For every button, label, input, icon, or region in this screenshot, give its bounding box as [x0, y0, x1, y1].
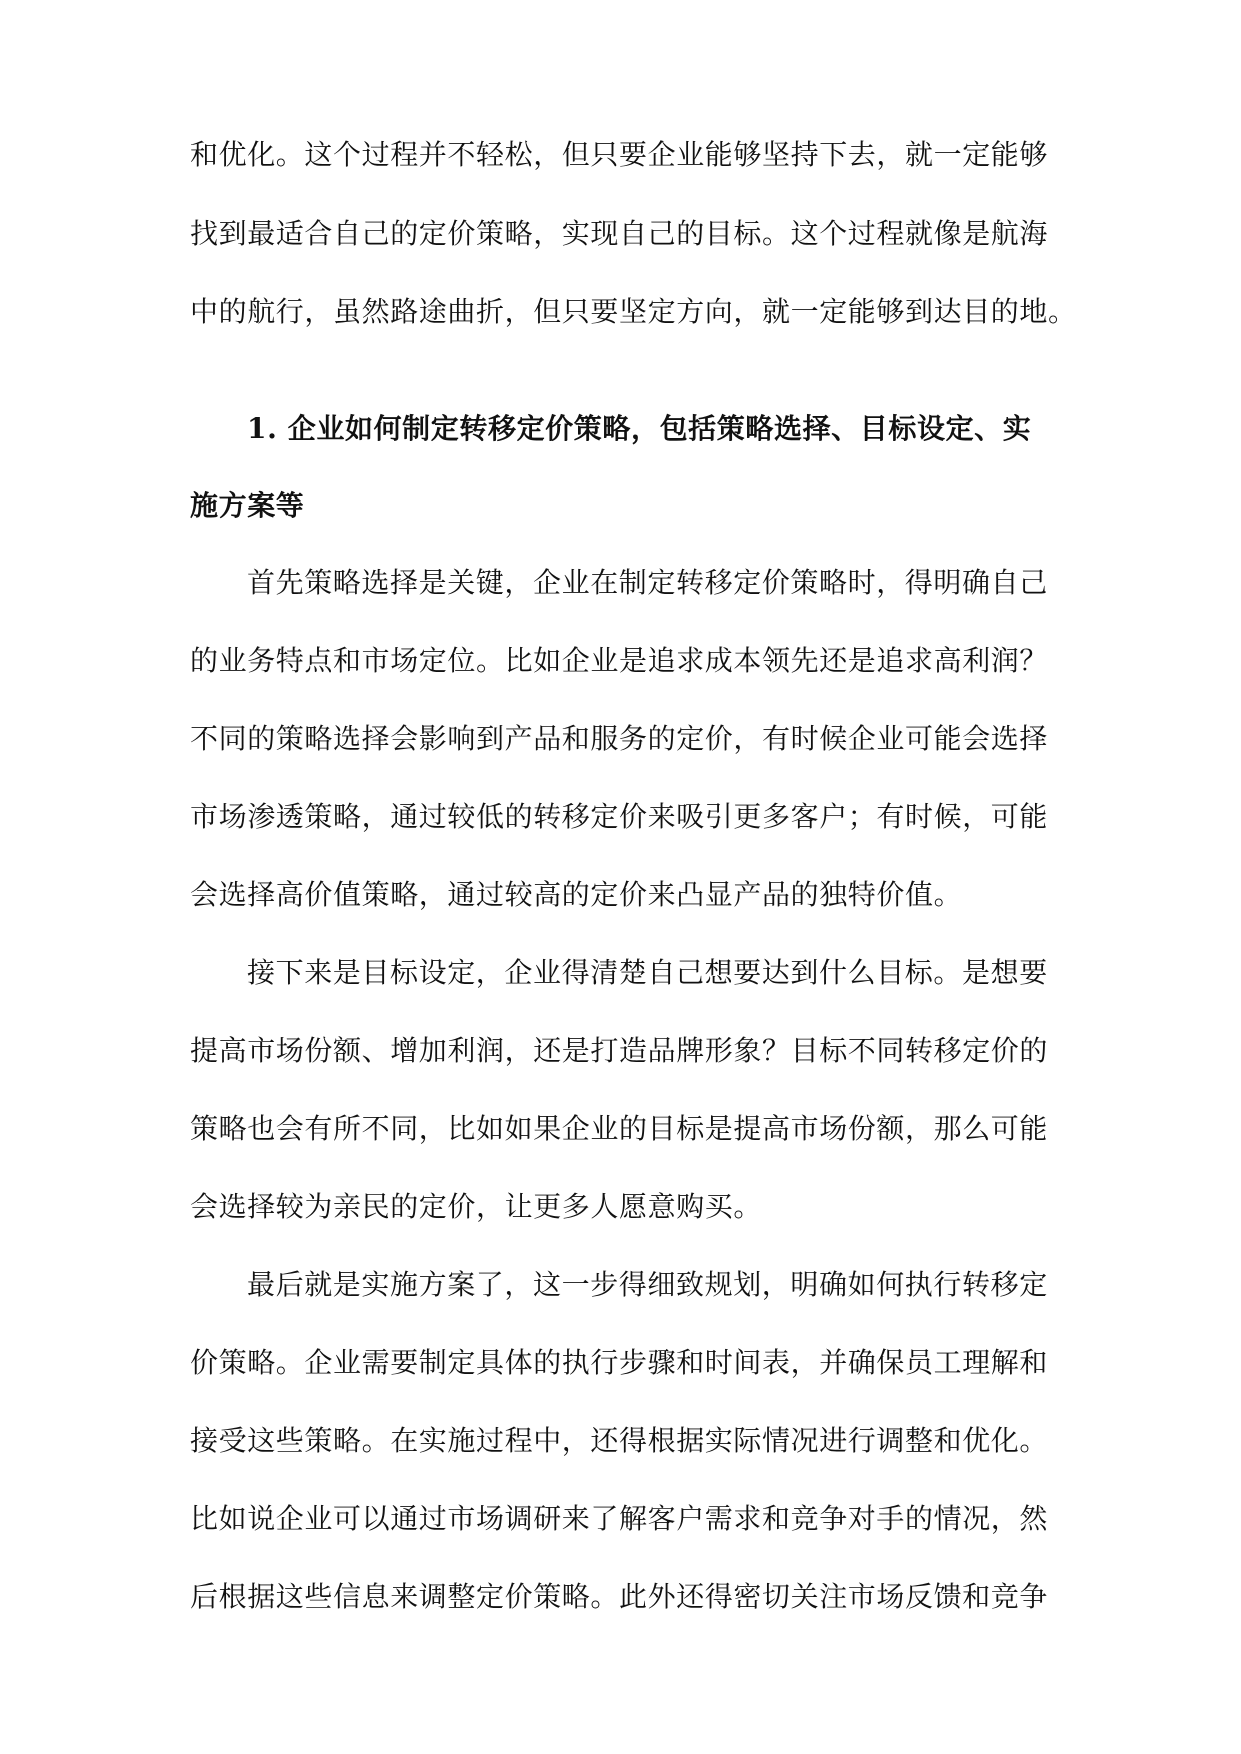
text-line: 会选择高价值策略，通过较高的定价来凸显产品的独特价值。 [190, 878, 963, 911]
text-line: 策略也会有所不同，比如如果企业的目标是提高市场份额，那么可能 [190, 1112, 1049, 1145]
text-line: 接受这些策略。在实施过程中，还得根据实际情况进行调整和优化。 [190, 1424, 1049, 1457]
text-line: 市场渗透策略，通过较低的转移定价来吸引更多客户；有时候，可能 [190, 800, 1049, 833]
text-line: 会选择较为亲民的定价，让更多人愿意购买。 [190, 1190, 763, 1223]
text-line: 最后就是实施方案了，这一步得细致规划，明确如何执行转移定 [247, 1268, 1048, 1301]
text-line: 的业务特点和市场定位。比如企业是追求成本领先还是追求高利润？ [190, 644, 1049, 677]
text-line: 接下来是目标设定，企业得清楚自己想要达到什么目标。是想要 [247, 956, 1048, 989]
heading-line: 施方案等 [190, 489, 305, 522]
heading-line: 1. 企业如何制定转移定价策略，包括策略选择、目标设定、实 [247, 412, 1032, 445]
text-line: 找到最适合自己的定价策略，实现自己的目标。这个过程就像是航海 [190, 217, 1049, 250]
text-line: 后根据这些信息来调整定价策略。此外还得密切关注市场反馈和竞争 [190, 1580, 1049, 1613]
text-line: 不同的策略选择会影响到产品和服务的定价，有时候企业可能会选择 [190, 722, 1049, 755]
text-line: 中的航行，虽然路途曲折，但只要坚定方向，就一定能够到达目的地。 [190, 295, 1077, 328]
text-line: 首先策略选择是关键，企业在制定转移定价策略时，得明确自己 [247, 566, 1048, 599]
text-line: 和优化。这个过程并不轻松，但只要企业能够坚持下去，就一定能够 [190, 138, 1049, 171]
text-line: 提高市场份额、增加利润，还是打造品牌形象？目标不同转移定价的 [190, 1034, 1049, 1067]
text-line: 比如说企业可以通过市场调研来了解客户需求和竞争对手的情况，然 [190, 1502, 1049, 1535]
text-line: 价策略。企业需要制定具体的执行步骤和时间表，并确保员工理解和 [190, 1346, 1049, 1379]
